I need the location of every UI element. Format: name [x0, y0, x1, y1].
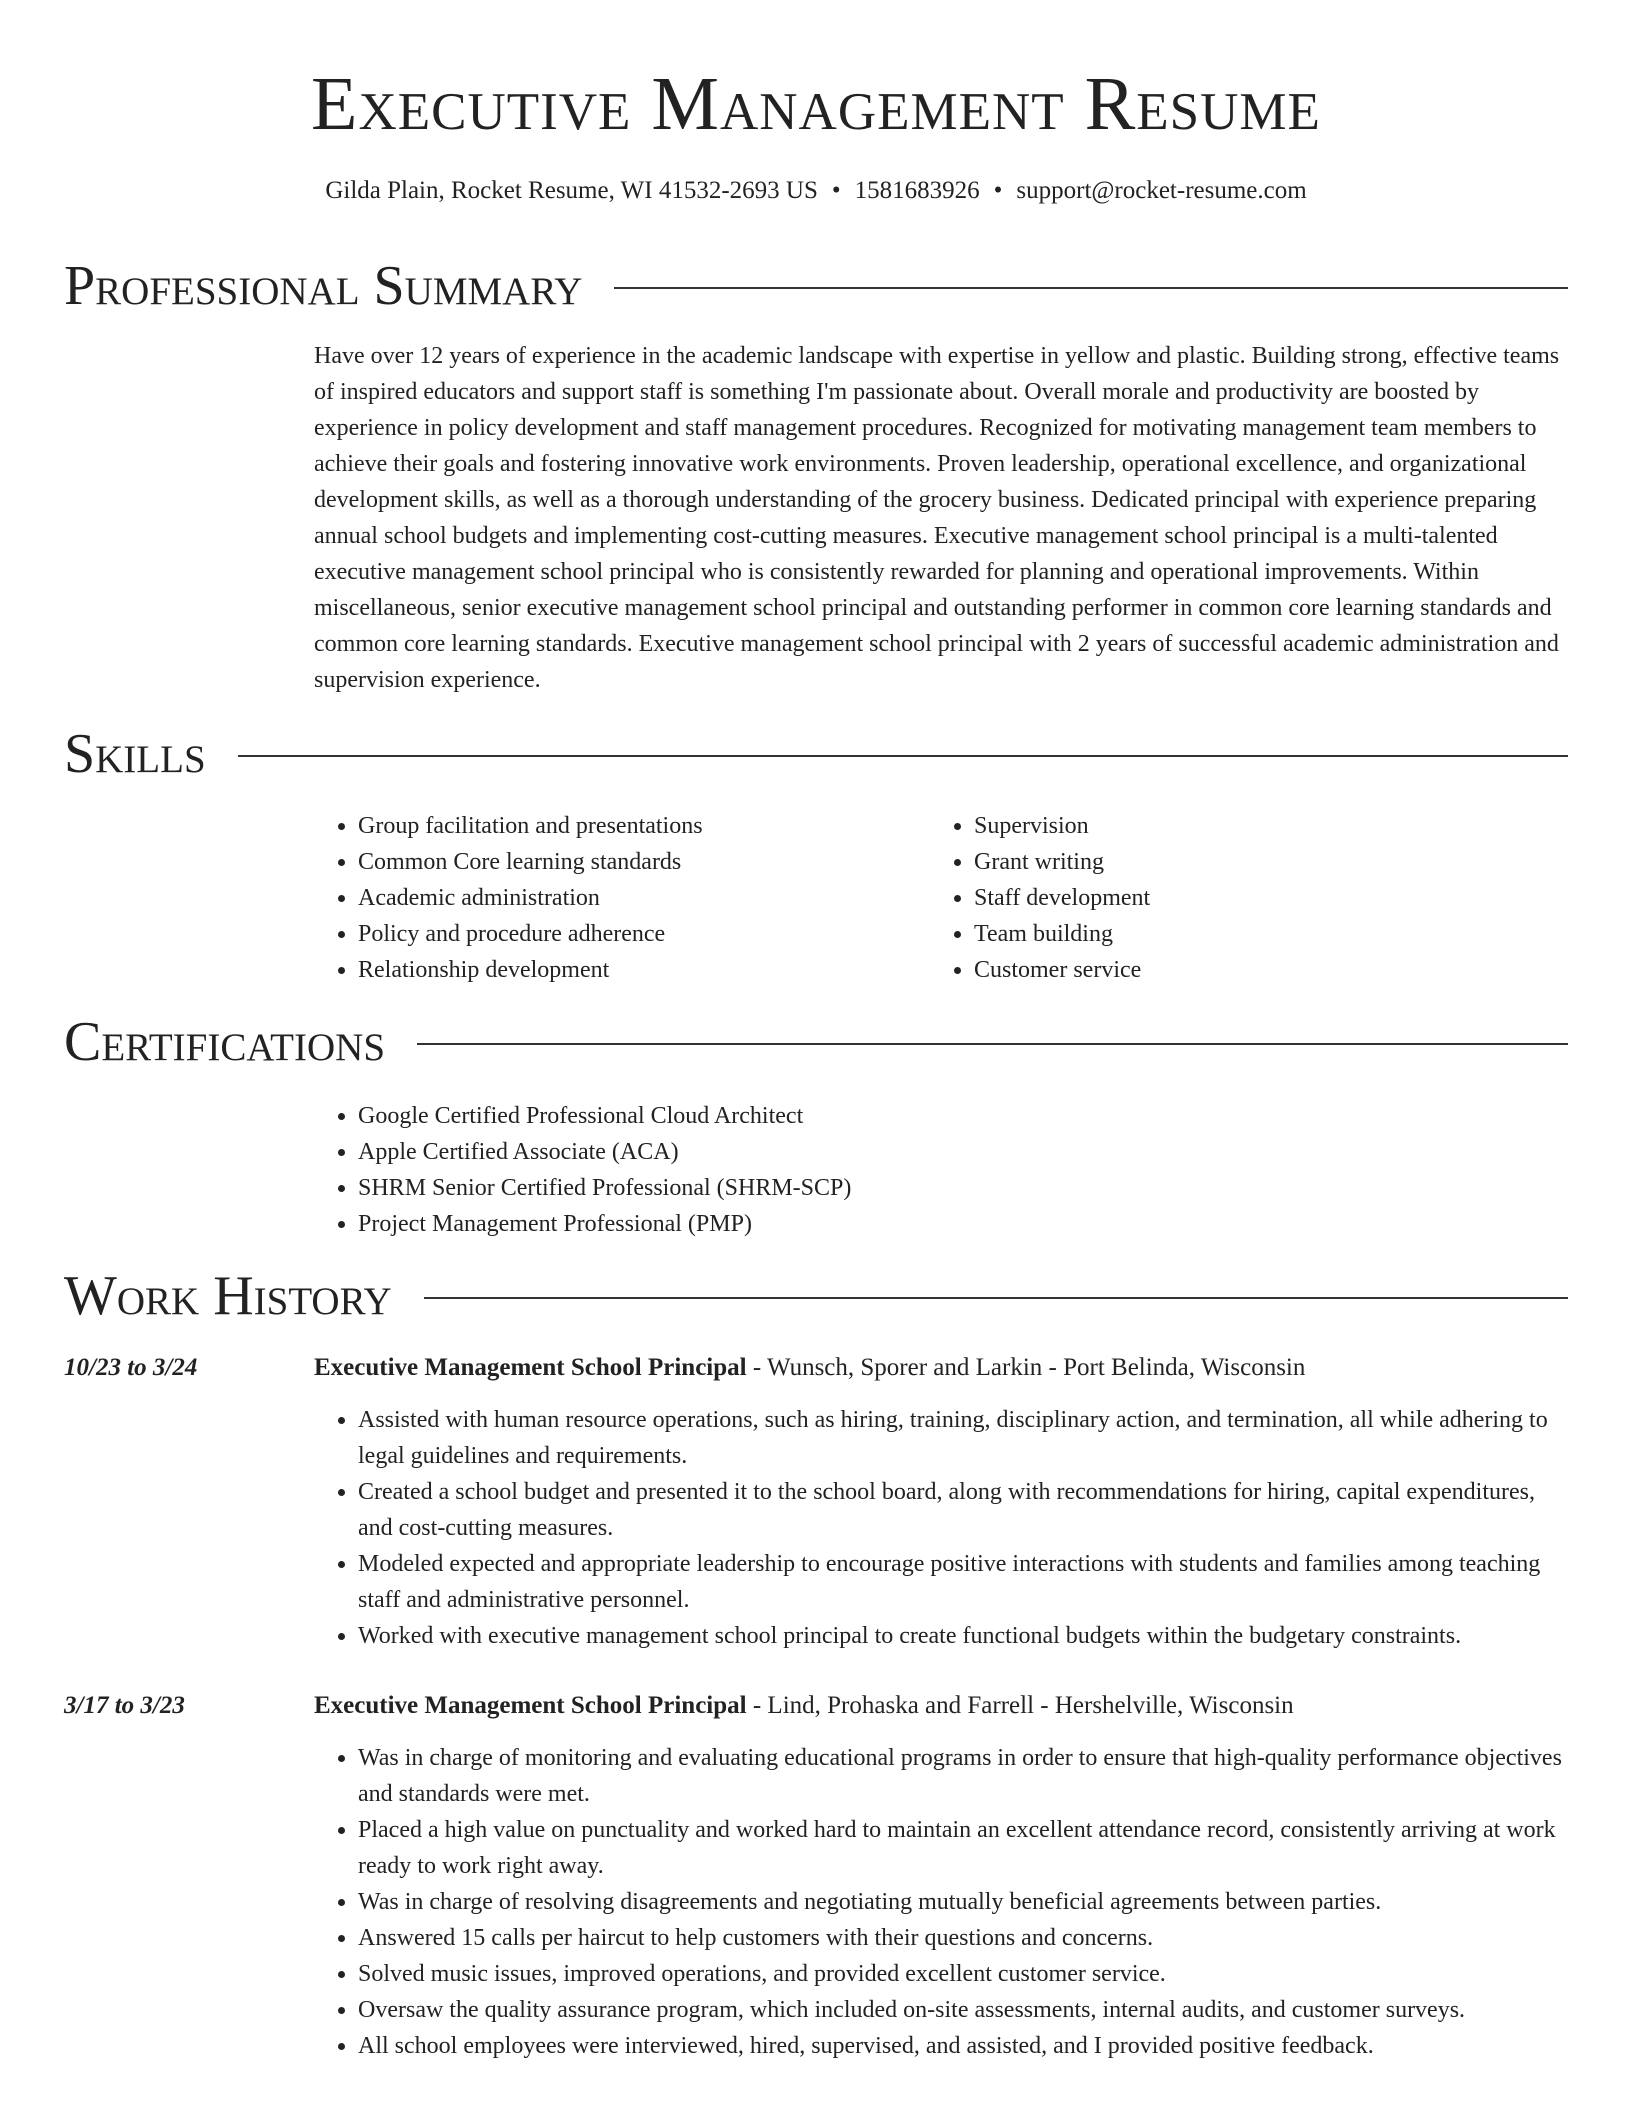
job-dates: 3/17 to 3/23 — [64, 1692, 185, 1719]
skill-item: • Academic administration — [358, 880, 874, 916]
job-duty: • Modeled expected and appropriate leadership to encourage positive interactions with students and families among teaching staff and administrative personnel. — [358, 1546, 1566, 1618]
summary-text: Have over 12 years of experience in the academic landscape with expertise in yellow and plastic. Building strong, effective teams of inspired educators and support staff is something I'm passionate about. Overall morale and productivity are boosted by experience in policy development and staff management procedures. Recognized for motivating management team members to achieve their goals and fostering innovative work environments. Proven leadership, operational excellence, and organizational development skills, as well as a thorough understanding of the grocery business. Dedicated principal with experience preparing annual school budgets and implementing cost-cutting measures. Executive management school principal is a multi-talented executive management school principal who is consistently rewarded for planning and operational improvements. Within miscellaneous, senior executive management school principal and outstanding performer in common core learning standards and common core learning standards. Executive management school principal with 2 years of successful academic administration and supervision experience. — [314, 343, 1560, 693]
section-divider — [238, 755, 1568, 757]
job-duty: • All school employees were interviewed, hired, supervised, and assisted, and I provided positive feedback. — [358, 2028, 1566, 2064]
contact-line — [0, 175, 1632, 207]
skills-list — [314, 808, 874, 988]
job-entry — [64, 1350, 1566, 1654]
contact-phone: 1581683926 — [854, 177, 980, 204]
section-title-work-history: Work History — [64, 1265, 392, 1327]
section-divider — [614, 287, 1568, 289]
job-duties-list — [314, 1402, 1566, 1654]
skill-item: • Team building — [974, 916, 1490, 952]
skill-item: • Group facilitation and presentations — [358, 808, 874, 844]
contact-separator: • — [831, 177, 841, 204]
job-duty: • Solved music issues, improved operations, and provided excellent customer service. — [358, 1956, 1566, 1992]
job-duty: • Was in charge of resolving disagreements and negotiating mutually beneficial agreements between parties. — [358, 1884, 1566, 1920]
job-header — [64, 1350, 1566, 1386]
certification-item: • Apple Certified Associate (ACA) — [358, 1134, 1314, 1170]
job-duty: • Oversaw the quality assurance program, which included on-site assessments, internal audits, and customer surveys. — [358, 1992, 1566, 2028]
skill-item: • Staff development — [974, 880, 1490, 916]
section-divider — [417, 1043, 1568, 1045]
skill-item: • Supervision — [974, 808, 1490, 844]
job-duty: • Created a school budget and presented it to the school board, along with recommendations for hiring, capital expenditures, and cost-cutting measures. — [358, 1474, 1566, 1546]
contact-address: Gilda Plain, Rocket Resume, WI 41532-2693 US — [325, 177, 818, 204]
section-header-work-history — [64, 1264, 1568, 1328]
skill-item: • Common Core learning standards — [358, 844, 874, 880]
certifications-block — [314, 1098, 1314, 1242]
job-duty: • Answered 15 calls per haircut to help customers with their questions and concerns. — [358, 1920, 1566, 1956]
job-role — [314, 1350, 1305, 1386]
job-duty: • Worked with executive management school principal to create functional budgets within the budgetary constraints. — [358, 1618, 1566, 1654]
skills-list — [930, 808, 1490, 988]
certification-item: • SHRM Senior Certified Professional (SHRM-SCP) — [358, 1170, 1314, 1206]
job-duty: • Was in charge of monitoring and evaluating educational programs in order to ensure that high-quality performance objectives and standards were met. — [358, 1740, 1566, 1812]
section-header-summary — [64, 254, 1568, 318]
section-header-skills — [64, 722, 1568, 786]
section-divider — [424, 1297, 1568, 1299]
skills-column-1 — [314, 808, 874, 988]
certifications-list — [314, 1098, 1314, 1242]
job-title: Executive Management School Principal — [314, 1354, 747, 1381]
job-dates: 10/23 to 3/24 — [64, 1354, 198, 1381]
job-header — [64, 1688, 1566, 1724]
job-employer-location: - Lind, Prohaska and Farrell - Hershelville, Wisconsin — [746, 1692, 1294, 1719]
job-duties-list — [314, 1740, 1566, 2064]
skill-item: • Customer service — [974, 952, 1490, 988]
skill-item: • Policy and procedure adherence — [358, 916, 874, 952]
section-title-certifications: Certifications — [64, 1011, 386, 1073]
section-title-summary: Professional Summary — [64, 255, 583, 317]
job-title: Executive Management School Principal — [314, 1692, 747, 1719]
certification-item: • Project Management Professional (PMP) — [358, 1206, 1314, 1242]
job-entry — [64, 1688, 1566, 2064]
job-role — [314, 1688, 1294, 1724]
skill-item: • Grant writing — [974, 844, 1490, 880]
contact-email: support@rocket-resume.com — [1016, 177, 1307, 204]
certification-item: • Google Certified Professional Cloud Architect — [358, 1098, 1314, 1134]
job-duty: • Assisted with human resource operations, such as hiring, training, disciplinary action, and termination, all while adhering to legal guidelines and requirements. — [358, 1402, 1566, 1474]
contact-separator: • — [993, 177, 1003, 204]
job-employer-location: - Wunsch, Sporer and Larkin - Port Belinda, Wisconsin — [746, 1354, 1306, 1381]
skill-item: • Relationship development — [358, 952, 874, 988]
section-title-skills: Skills — [64, 723, 206, 785]
page-title: Executive Management Resume — [311, 62, 1321, 146]
section-header-certifications — [64, 1010, 1568, 1074]
skills-column-2 — [930, 808, 1490, 988]
job-duty: • Placed a high value on punctuality and worked hard to maintain an excellent attendance record, consistently arriving at work ready to work right away. — [358, 1812, 1566, 1884]
